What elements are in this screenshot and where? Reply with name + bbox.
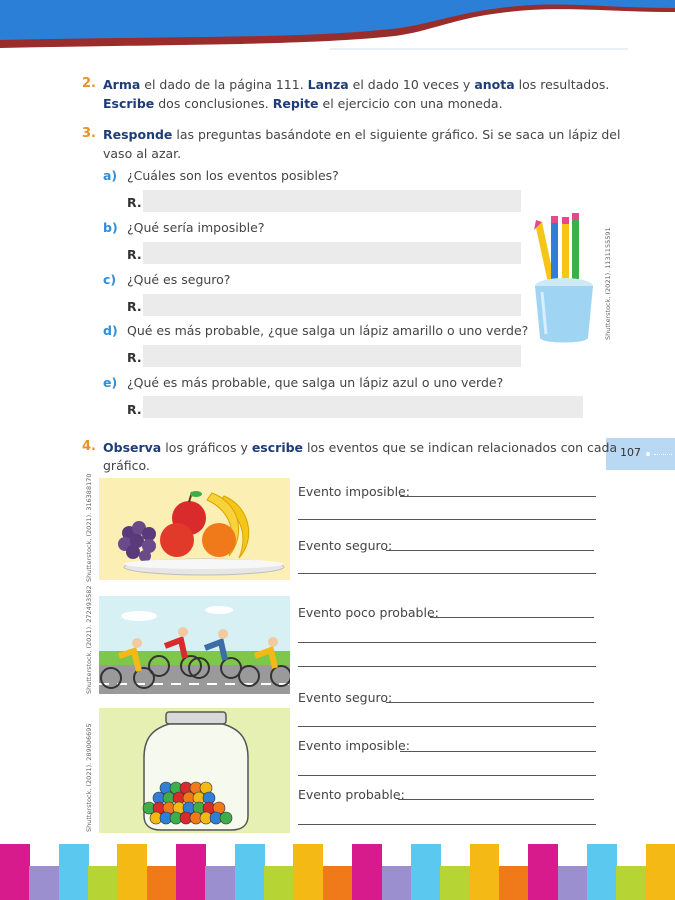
answer-a-field[interactable]	[143, 190, 521, 212]
text: los gráficos y	[161, 440, 252, 455]
bottom-stripes	[0, 844, 675, 900]
event-probable-line[interactable]	[398, 799, 594, 800]
pencil-cup-image	[528, 208, 600, 346]
stripe	[147, 866, 177, 900]
fruit-bowl-illustration	[99, 478, 290, 580]
answer-a-label: R.	[127, 195, 142, 210]
answer-c-label: R.	[127, 299, 142, 314]
keyword: Responde	[103, 127, 173, 142]
question-b-letter: b)	[103, 220, 118, 235]
cyclists-image	[99, 596, 290, 694]
question-d-text: Qué es más probable, ¿que salga un lápiz amarillo o uno verde?	[127, 323, 529, 338]
exercise-4-number: 4.	[82, 439, 96, 454]
page-number: 107	[620, 446, 641, 459]
page-dot-icon	[646, 452, 650, 456]
answer-d-field[interactable]	[143, 345, 521, 367]
event-probable-label: Evento probable:	[298, 787, 405, 802]
marble	[220, 812, 232, 824]
exercise-2-number: 2.	[82, 76, 96, 91]
header-wave	[0, 0, 675, 60]
exercise-3-number: 3.	[82, 126, 96, 141]
stripe	[558, 866, 588, 900]
keyword: Escribe	[103, 96, 155, 111]
text: los resultados.	[514, 77, 610, 92]
stripe	[235, 844, 265, 900]
stripe	[264, 866, 294, 900]
event-unlikely-line-b[interactable]	[298, 642, 596, 643]
stripe	[117, 844, 147, 900]
text: dos conclusiones.	[154, 96, 273, 111]
event-certain-line-2b[interactable]	[298, 726, 596, 727]
cyclists-image-credit: Shutterstock, (2021). 272493582	[85, 585, 93, 694]
text: el ejercicio con una moneda.	[318, 96, 503, 111]
exercise-4-line-1	[103, 438, 617, 457]
stripe	[411, 844, 441, 900]
exercise-4-line-2: gráfico.	[103, 458, 150, 473]
stripe	[470, 844, 500, 900]
event-certain-line-1b[interactable]	[298, 573, 596, 574]
stripe	[587, 844, 617, 900]
stripe	[88, 866, 118, 900]
event-unlikely-label: Evento poco probable:	[298, 605, 439, 620]
event-unlikely-line[interactable]	[430, 617, 594, 618]
keyword: Lanza	[307, 77, 349, 92]
stripe	[646, 844, 675, 900]
event-impossible-line-1b[interactable]	[298, 519, 596, 520]
stripe	[29, 866, 59, 900]
exercise-3-line-1	[103, 125, 620, 144]
answer-e-field[interactable]	[143, 396, 583, 418]
stripe	[293, 844, 323, 900]
stripe	[616, 866, 646, 900]
question-e-text: ¿Qué es más probable, que salga un lápiz azul o uno verde?	[127, 375, 504, 390]
exercise-2-line-1	[103, 75, 609, 94]
question-b-text: ¿Qué sería imposible?	[127, 220, 265, 235]
answer-c-field[interactable]	[143, 294, 521, 316]
event-certain-label-2: Evento seguro:	[298, 690, 393, 705]
stripe	[176, 844, 206, 900]
stripe	[382, 866, 412, 900]
stripe	[440, 866, 470, 900]
question-c-text: ¿Qué es seguro?	[127, 272, 231, 287]
exercise-3-line-2: vaso al azar.	[103, 146, 182, 161]
page-dash	[654, 454, 672, 455]
stripe	[528, 844, 558, 900]
text: las preguntas basándote en el siguiente gráfico. Si se saca un lápiz del	[172, 127, 621, 142]
answer-d-label: R.	[127, 350, 142, 365]
keyword: escribe	[251, 440, 304, 455]
event-impossible-line-2[interactable]	[400, 751, 596, 752]
event-certain-label-1: Evento seguro:	[298, 538, 393, 553]
event-impossible-label-1: Evento imposible:	[298, 484, 410, 499]
stripe	[323, 866, 353, 900]
event-impossible-line-1[interactable]	[400, 496, 596, 497]
exercise-2-line-2	[103, 94, 503, 113]
event-certain-line-1[interactable]	[386, 550, 594, 551]
keyword: anota	[474, 77, 515, 92]
question-a-letter: a)	[103, 168, 118, 183]
stripe	[0, 844, 30, 900]
question-d-letter: d)	[103, 323, 118, 338]
text: el dado 10 veces y	[348, 77, 475, 92]
keyword: Repite	[272, 96, 319, 111]
event-impossible-label-2: Evento imposible:	[298, 738, 410, 753]
stripe	[499, 866, 529, 900]
text: los eventos que se indican relacionados con cada	[303, 440, 618, 455]
jar-image-credit: Shutterstock, (2021). 289006695	[85, 723, 93, 832]
event-certain-line-2[interactable]	[386, 702, 594, 703]
fruit-image-credit: Shutterstock, (2021). 316388170	[85, 473, 93, 582]
event-impossible-line-2b[interactable]	[298, 775, 596, 776]
marble-jar-illustration	[99, 708, 290, 833]
event-probable-line-b[interactable]	[298, 824, 596, 825]
answer-b-field[interactable]	[143, 242, 521, 264]
fruit-bowl-image	[99, 478, 290, 580]
keyword: Observa	[103, 440, 162, 455]
event-unlikely-line-c[interactable]	[298, 666, 596, 667]
marble-jar-image	[99, 708, 290, 833]
answer-b-label: R.	[127, 247, 142, 262]
stripe	[59, 844, 89, 900]
question-a-text: ¿Cuáles son los eventos posibles?	[127, 168, 339, 183]
question-e-letter: e)	[103, 375, 118, 390]
question-c-letter: c)	[103, 272, 117, 287]
keyword: Arma	[103, 77, 141, 92]
text: el dado de la página 111.	[140, 77, 308, 92]
answer-e-label: R.	[127, 402, 142, 417]
cyclists-illustration	[99, 596, 290, 694]
stripe	[352, 844, 382, 900]
stripe	[205, 866, 235, 900]
pencil-image-credit: Shutterstock, (2021). 1131155591	[604, 227, 612, 340]
